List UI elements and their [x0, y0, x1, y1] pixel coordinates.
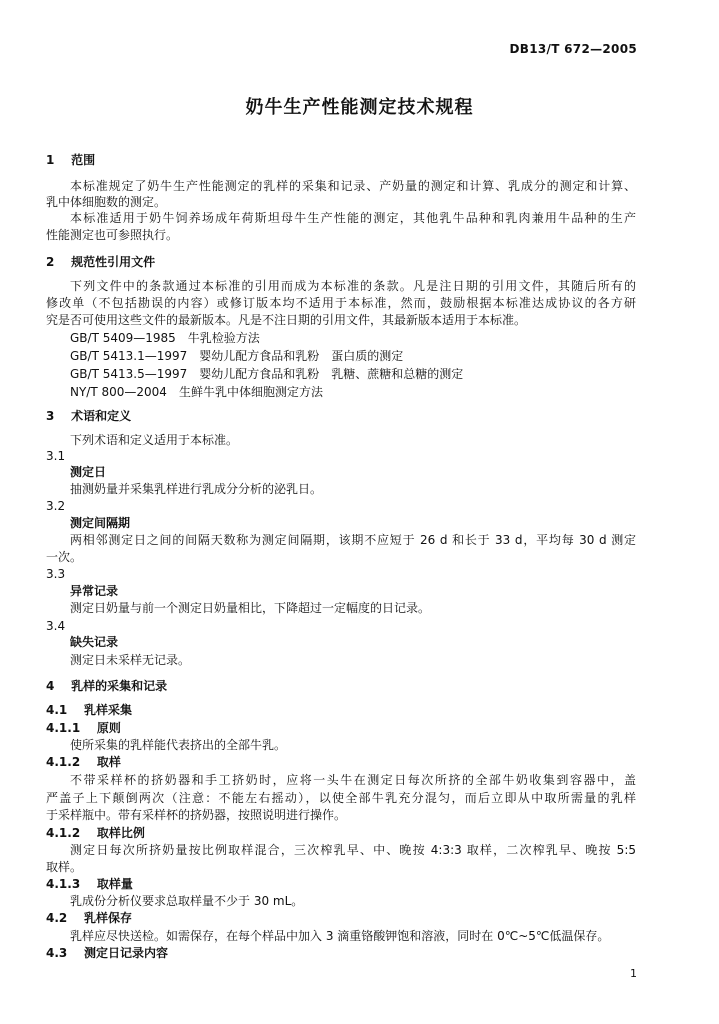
subsection-heading — [46, 876, 133, 892]
clause-number: 4.1.2 — [46, 755, 81, 769]
clause-number: 3.3 — [46, 567, 66, 581]
section-1-heading — [46, 152, 95, 168]
clause-title: 取样比例 — [96, 826, 145, 840]
term-name: 测定日 — [70, 465, 107, 479]
clause-title: 取样 — [96, 755, 121, 769]
document-title: 奶牛生产性能测定技术规程 — [245, 97, 474, 118]
paragraph-line: 下列术语和定义适用于本标准。 — [70, 433, 239, 447]
term-definition: 两相邻测定日之间的间隔天数称为测定间隔期，该期不应短于 26 d 和长于 33 d，平均每 30 d 测定 — [70, 533, 636, 547]
paragraph-line: 不带采样杯的挤奶器和手工挤奶时，应将一头牛在测定日每次所挤的全部牛奶收集到容器中，盖 — [70, 773, 636, 787]
paragraph-line: 乳中体细胞数的测定。 — [46, 195, 167, 209]
section-2-heading — [46, 254, 155, 270]
paragraph-line: 严盖子上下颠倒两次（注意：不能左右摇动），以使全部牛乳充分混匀，而后立即从中取所需量的乳样 — [46, 791, 636, 805]
subsection-heading — [46, 825, 145, 841]
clause-title: 取样量 — [96, 877, 133, 891]
term-definition: 测定日未采样无记录。 — [70, 653, 191, 667]
section-title: 范围 — [71, 153, 96, 167]
subsection-heading — [46, 945, 168, 961]
subsection-heading — [46, 720, 121, 736]
section-number: 1 — [46, 153, 55, 167]
term-name: 缺失记录 — [70, 635, 119, 649]
reference-item: GB/T 5413.5—1997 婴幼儿配方食品和乳粉 乳糖、蔗糖和总糖的测定 — [70, 367, 464, 381]
subsection-heading — [46, 702, 132, 718]
clause-number: 3.4 — [46, 619, 66, 633]
clause-title: 乳样保存 — [83, 911, 132, 925]
reference-item: GB/T 5409—1985 牛乳检验方法 — [70, 331, 260, 345]
term-name: 测定间隔期 — [70, 516, 131, 530]
page-number: 1 — [630, 967, 637, 980]
paragraph-line: 性能测定也可参照执行。 — [46, 228, 179, 242]
reference-item: NY/T 800—2004 生鲜牛乳中体细胞测定方法 — [70, 385, 323, 399]
clause-number: 4.2 — [46, 911, 68, 925]
term-definition: 测定日奶量与前一个测定日奶量相比，下降超过一定幅度的日记录。 — [70, 601, 431, 615]
paragraph-line: 修改单（不包括勘误的内容）或修订版本均不适用于本标准，然而，鼓励根据本标准达成协议的各方研 — [46, 296, 636, 310]
section-title: 规范性引用文件 — [71, 255, 156, 269]
paragraph-line: 究是否可使用这些文件的最新版本。凡是不注日期的引用文件，其最新版本适用于本标准。 — [46, 313, 527, 327]
clause-title: 乳样采集 — [83, 703, 132, 717]
reference-item: GB/T 5413.1—1997 婴幼儿配方食品和乳粉 蛋白质的测定 — [70, 349, 404, 363]
standard-code: DB13/T 672—2005 — [509, 42, 637, 56]
paragraph-line: 本标准适用于奶牛饲养场成年荷斯坦母牛生产性能的测定，其他乳牛品种和乳肉兼用牛品种的生产 — [70, 211, 636, 225]
term-name: 异常记录 — [70, 584, 119, 598]
section-number: 3 — [46, 409, 55, 423]
paragraph-line: 于采样瓶中。带有采样杯的挤奶器，按照说明进行操作。 — [46, 808, 347, 822]
paragraph-line: 测定日每次所挤奶量按比例取样混合，三次榨乳早、中、晚按 4:3:3 取样，二次榨乳早、晚按 5:5 — [70, 843, 636, 857]
clause-number: 4.1.3 — [46, 877, 81, 891]
term-definition: 抽测奶量并采集乳样进行乳成分分析的泌乳日。 — [70, 482, 323, 496]
paragraph-line: 乳样应尽快送检。如需保存，在每个样品中加入 3 滴重铬酸钾饱和溶液，同时在 0℃~5℃低温保存。 — [70, 929, 610, 943]
clause-number: 4.1.2 — [46, 826, 81, 840]
subsection-heading — [46, 910, 132, 926]
paragraph-line: 乳成份分析仪要求总取样量不少于 30 mL。 — [70, 894, 304, 908]
section-3-heading — [46, 408, 131, 424]
subsection-heading — [46, 754, 121, 770]
paragraph-line: 下列文件中的条款通过本标准的引用而成为本标准的条款。凡是注日期的引用文件，其随后所有的 — [70, 279, 636, 293]
clause-title: 测定日记录内容 — [83, 946, 168, 960]
section-4-heading — [46, 678, 167, 694]
term-definition: 一次。 — [46, 550, 83, 564]
section-title: 术语和定义 — [71, 409, 132, 423]
section-title: 乳样的采集和记录 — [71, 679, 168, 693]
clause-number: 4.3 — [46, 946, 68, 960]
paragraph-line: 取样。 — [46, 860, 83, 874]
paragraph-line: 本标准规定了奶牛生产性能测定的乳样的采集和记录、产奶量的测定和计算、乳成分的测定和计算、 — [70, 179, 636, 193]
clause-number: 4.1.1 — [46, 721, 81, 735]
section-number: 4 — [46, 679, 55, 693]
clause-number: 3.1 — [46, 449, 66, 463]
clause-title: 原则 — [96, 721, 121, 735]
paragraph-line: 使所采集的乳样能代表挤出的全部牛乳。 — [70, 738, 287, 752]
clause-number: 3.2 — [46, 499, 66, 513]
clause-number: 4.1 — [46, 703, 68, 717]
section-number: 2 — [46, 255, 55, 269]
